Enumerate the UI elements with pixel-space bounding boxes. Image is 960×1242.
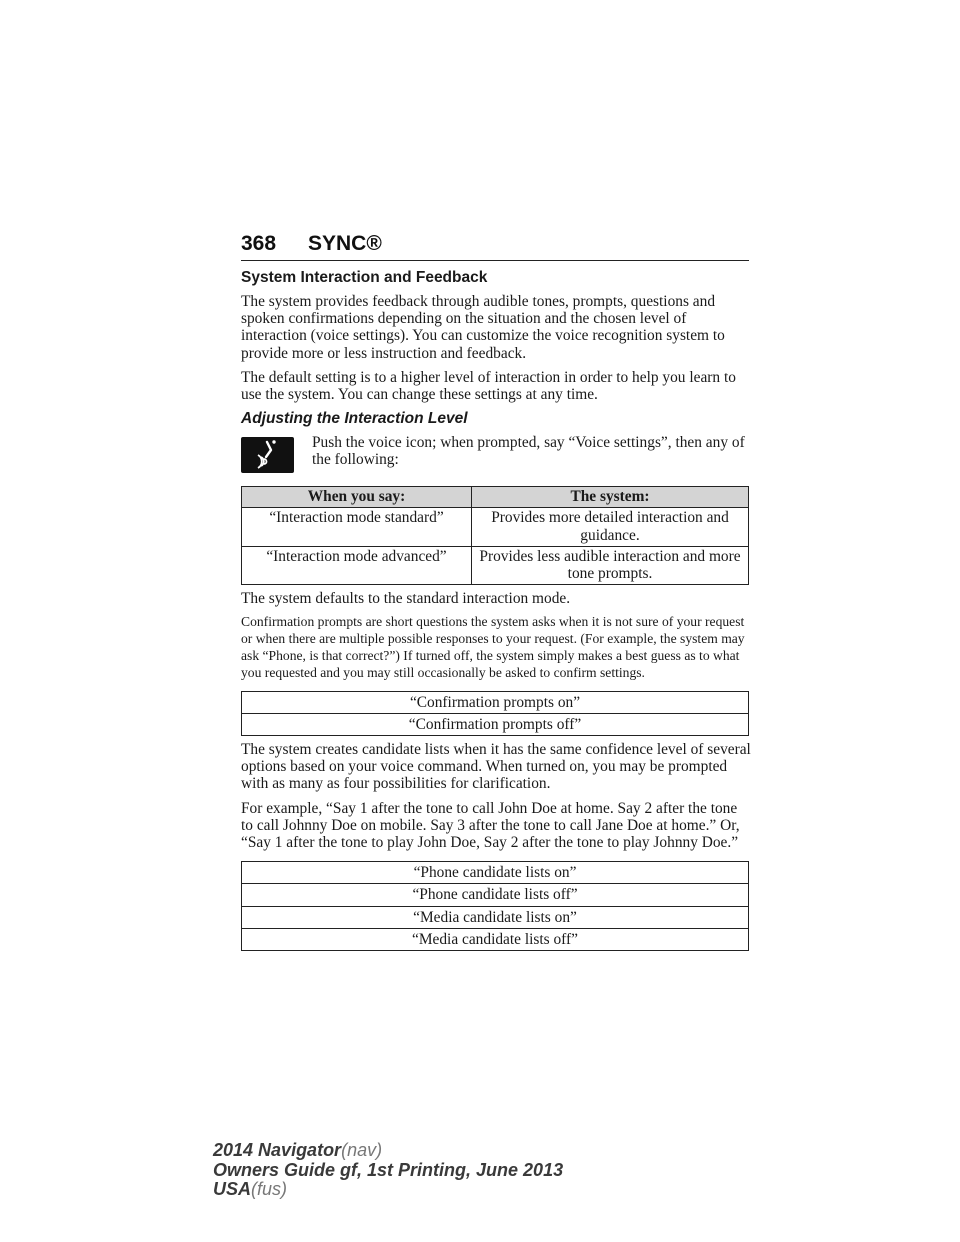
candidate-commands-table xyxy=(241,861,749,951)
result-cell: Provides less audible interaction and more tone prompts. xyxy=(472,546,749,584)
footer-model-code: (nav) xyxy=(341,1140,383,1160)
table-row xyxy=(242,884,749,906)
footer-model: 2014 Navigator xyxy=(213,1140,342,1160)
page-footer xyxy=(213,1141,563,1200)
table-header-row xyxy=(242,487,749,508)
footer-line-market xyxy=(213,1180,563,1200)
result-cell: Provides more detailed interaction and guidance. xyxy=(472,508,749,546)
page-content xyxy=(241,269,751,956)
voice-icon-glyph xyxy=(241,437,294,473)
interaction-mode-table xyxy=(241,486,749,585)
table-row xyxy=(242,508,749,546)
command-cell: “Phone candidate lists on” xyxy=(242,862,749,884)
voice-instruction-text: Push the voice icon; when prompted, say “Voice settings”, then any of the following: xyxy=(312,434,745,469)
footer-market: USA xyxy=(213,1179,252,1199)
command-cell: “Interaction mode standard” xyxy=(242,508,472,546)
paragraph-default-setting: The default setting is to a higher level of interaction in order to help you learn to use the system. You can change these settings at any time. xyxy=(241,368,736,404)
confirmation-commands-table xyxy=(241,691,749,736)
table-row xyxy=(242,713,749,735)
page-number: 368 xyxy=(241,232,277,255)
voice-instruction-row xyxy=(241,434,751,473)
section-title: SYNC® xyxy=(308,232,382,255)
page-header xyxy=(241,232,749,261)
footer-market-code: (fus) xyxy=(251,1179,288,1199)
paragraph-example: For example, “Say 1 after the tone to call John Doe at home. Say 2 after the tone to call Johnny Doe on mobile. Say 3 after the tone to call Jane Doe at home.” Or, “Say 1 after the tone to play John Doe, Say 2 after the tone to play Johnny Doe.” xyxy=(241,799,740,852)
table-row xyxy=(242,862,749,884)
paragraph-confirmation-prompts: Confirmation prompts are short questions the system asks when it is not sure of your request or when there are multiple possible responses to your request. (For example, the system may ask “Phone, is that correct?”) If turned off, the system simply makes a best guess as to what you requested and you may still occasionally be asked to confirm settings. xyxy=(241,614,745,680)
command-cell: “Confirmation prompts off” xyxy=(242,713,749,735)
paragraph-candidate-lists: The system creates candidate lists when it has the same confidence level of several options based on your voice command. When turned on, you may be prompted with as many as four possibilities for clarification. xyxy=(241,741,751,793)
heading-adjusting-interaction: Adjusting the Interaction Level xyxy=(241,410,468,428)
command-cell: “Interaction mode advanced” xyxy=(242,546,472,584)
heading-system-interaction: System Interaction and Feedback xyxy=(241,269,488,286)
footer-line-model xyxy=(213,1141,563,1161)
paragraph-default-mode: The system defaults to the standard interaction mode. xyxy=(241,590,571,608)
header-when-you-say: When you say: xyxy=(242,487,472,508)
table-row xyxy=(242,906,749,928)
paragraph-feedback: The system provides feedback through audible tones, prompts, questions and spoken confirmations depending on the situation and the chosen level of interaction (voice settings). You can customize the voice recognition system to provide more or less instruction and feedback. xyxy=(241,293,725,362)
command-cell: “Phone candidate lists off” xyxy=(242,884,749,906)
table-row xyxy=(242,691,749,713)
command-cell: “Confirmation prompts on” xyxy=(242,691,749,713)
table-row xyxy=(242,546,749,584)
footer-guide: Owners Guide gf, 1st Printing, June 2013 xyxy=(213,1159,564,1180)
command-cell: “Media candidate lists on” xyxy=(242,906,749,928)
table-row xyxy=(242,928,749,950)
command-cell: “Media candidate lists off” xyxy=(242,928,749,950)
header-the-system: The system: xyxy=(472,487,749,508)
voice-icon xyxy=(241,437,294,473)
